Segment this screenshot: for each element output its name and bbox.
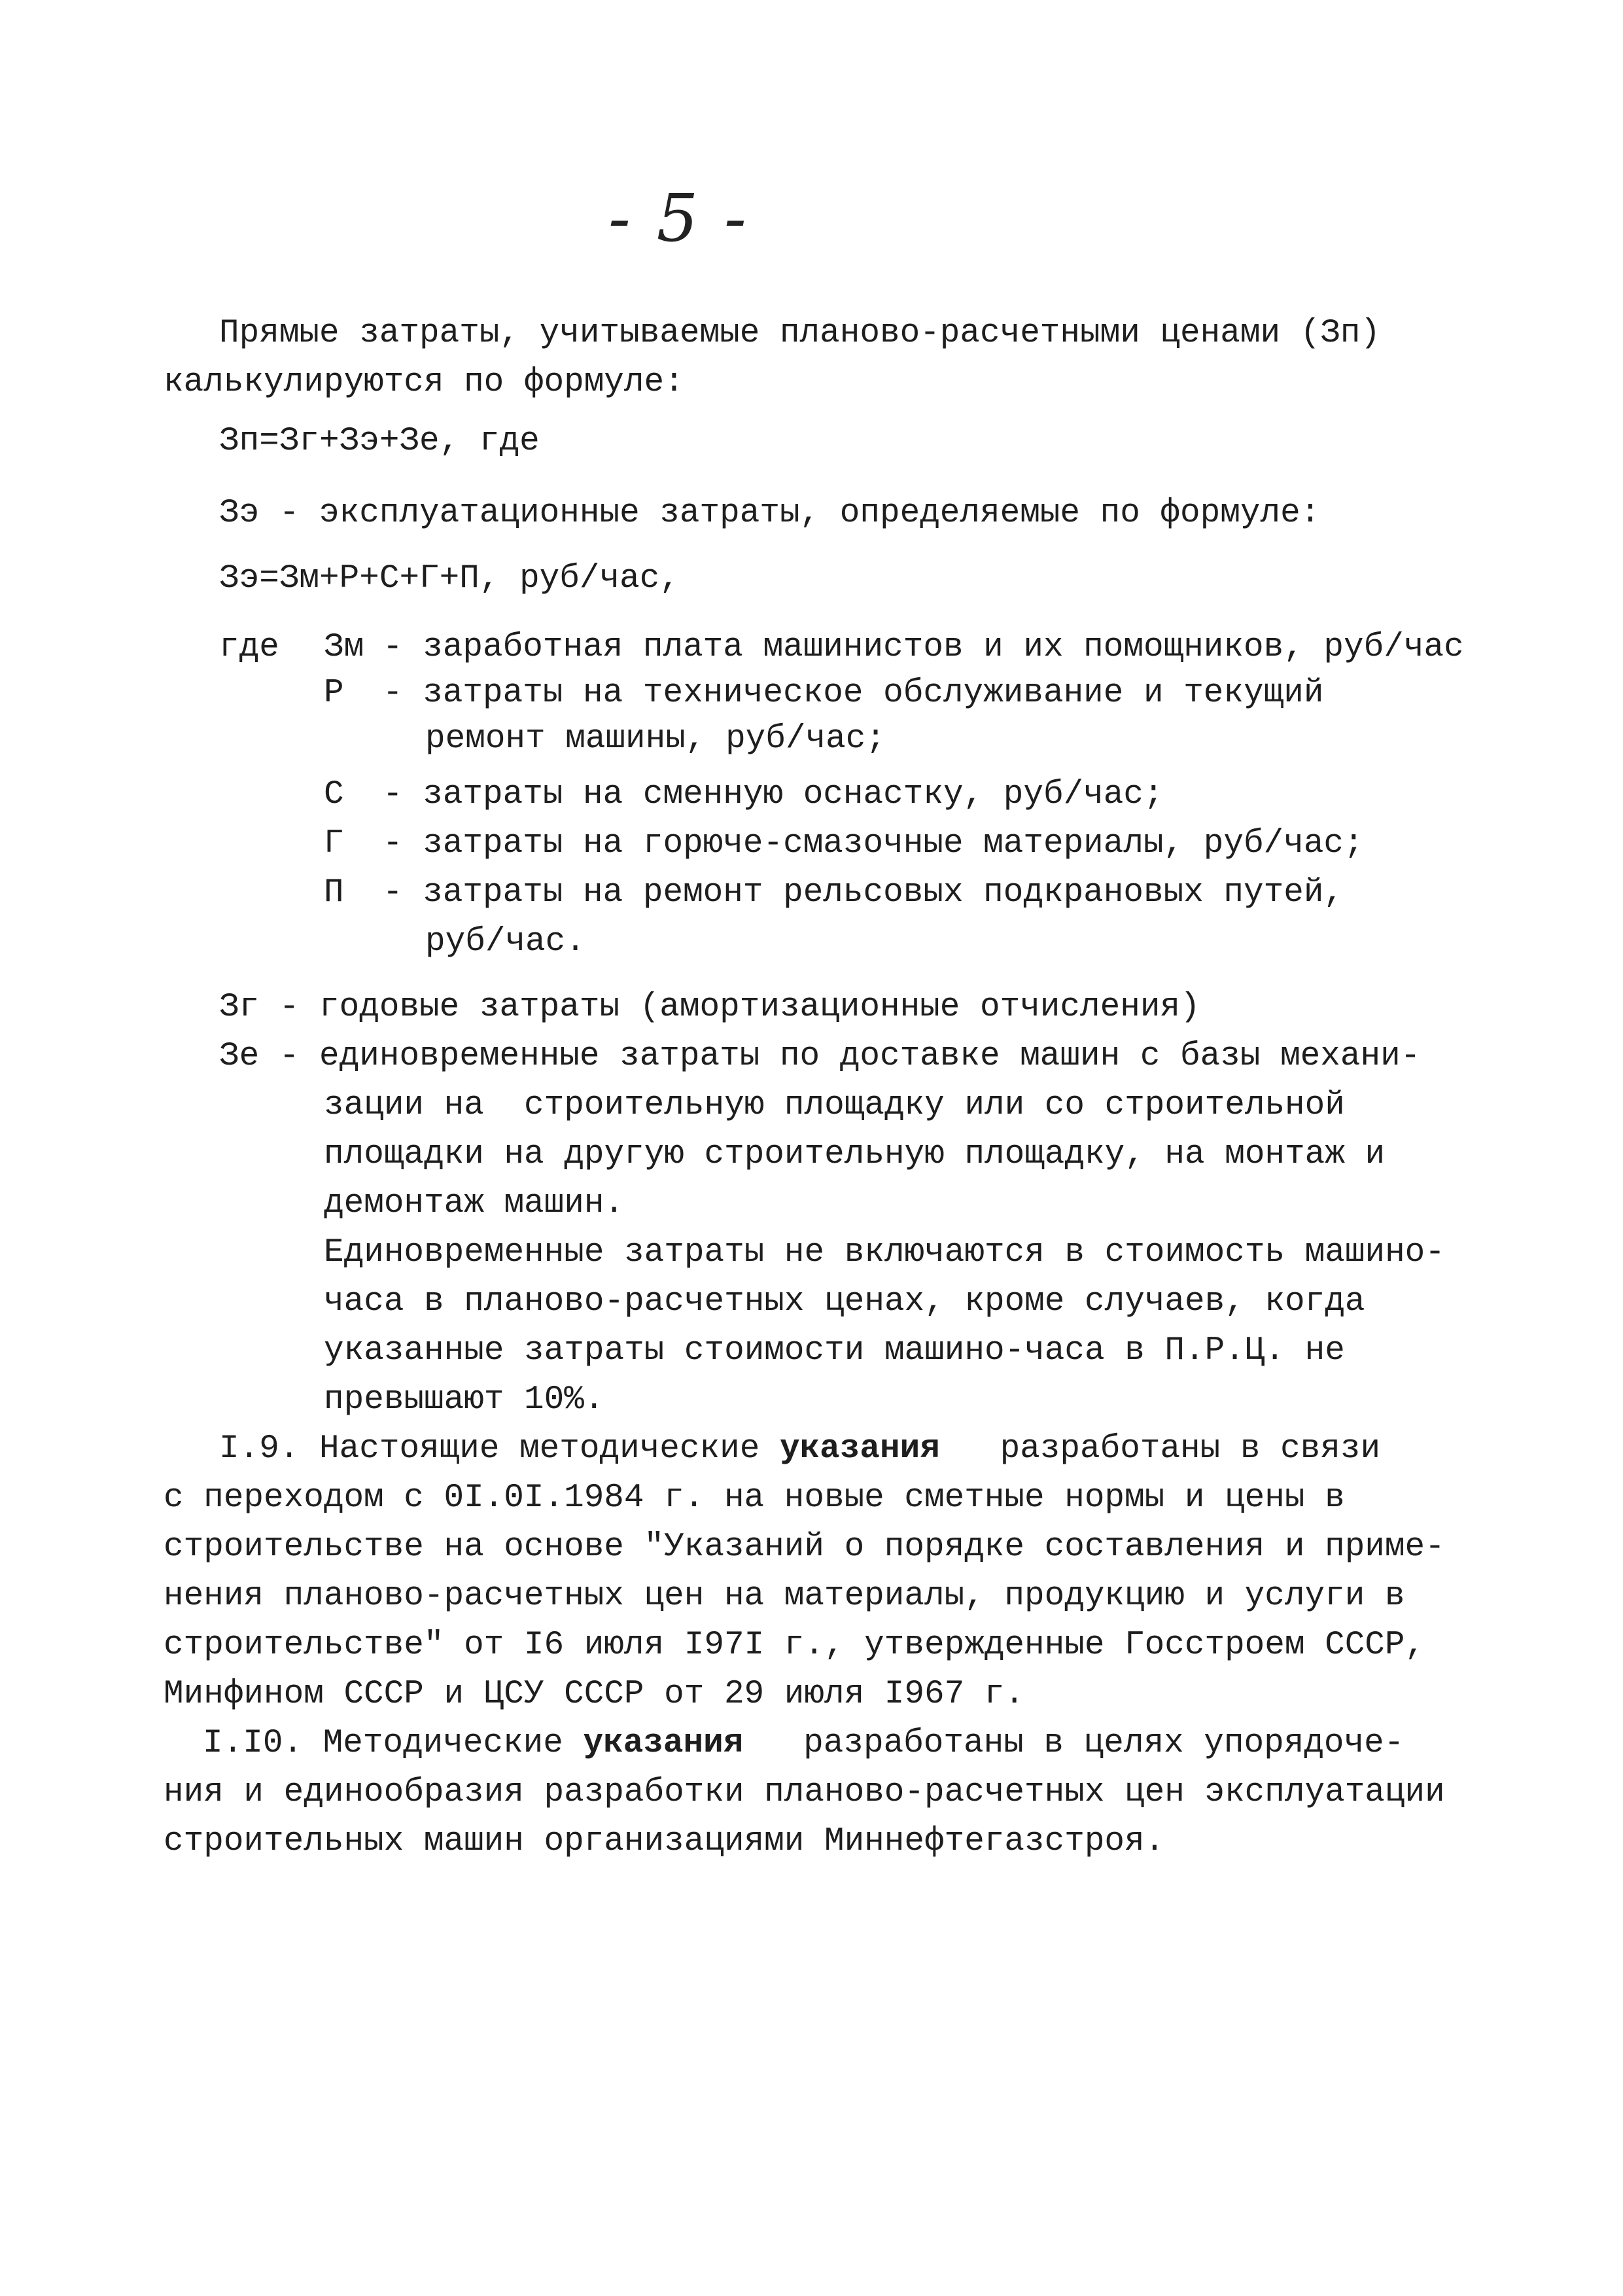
para-1-9-line-5: строительстве" от I6 июля I97I г., утвержденные Госстроем СССР, [164, 1627, 1425, 1664]
legend-where: где [219, 629, 279, 666]
para-1-9-bold: указания [779, 1430, 940, 1468]
legend-c-text: - затраты на сменную оснастку, руб/час; [383, 776, 1164, 813]
formula-zp: Зп=Зг+Зэ+Зе, где [219, 423, 540, 460]
intro-line-1: Прямые затраты, учитываемые планово-расчетными ценами (Зп) [219, 315, 1381, 352]
legend-zm-symbol: Зм [324, 629, 364, 666]
para-1-10-bold: указания [583, 1725, 744, 1762]
zed-definition-7: указанные затраты стоимости машино-часа в П.Р.Ц. не [324, 1332, 1345, 1369]
para-1-9-line-4: нения планово-расчетных цен на материалы, продукцию и услуги в [164, 1578, 1405, 1615]
zed-definition-5: Единовременные затраты не включаются в стоимость машино- [324, 1234, 1445, 1271]
para-1-9-line-1 [219, 1430, 1380, 1469]
legend-p-text-2: руб/час. [425, 923, 585, 961]
zed-definition-1: Зе - единовременные затраты по доставке машин с базы механи- [219, 1038, 1421, 1075]
para-1-10-line-2: ния и единообразия разработки планово-расчетных цен эксплуатации [164, 1774, 1445, 1811]
ze-definition: Зэ - эксплуатационные затраты, определяемые по формуле: [219, 495, 1321, 532]
para-1-10-lead: I.I0. Методические [203, 1725, 584, 1762]
para-1-9-line-3: строительстве на основе "Указаний о порядке составления и приме- [164, 1528, 1445, 1566]
para-1-9-tail: разработаны в связи [939, 1430, 1381, 1468]
legend-r-text-1: - затраты на техническое обслуживание и текущий [383, 675, 1324, 712]
legend-r-text-2: ремонт машины, руб/час; [425, 720, 886, 758]
para-1-9-lead: I.9. Настоящие методические [219, 1430, 780, 1468]
page-number: - 5 - [608, 180, 749, 256]
para-1-9-line-6: Минфином СССР и ЦСУ СССР от 29 июля I967 г. [164, 1676, 1025, 1713]
zed-definition-3: площадки на другую строительную площадку, на монтаж и [324, 1136, 1386, 1173]
zed-definition-4: демонтаж машин. [324, 1185, 625, 1222]
formula-ze: Зэ=Зм+Р+С+Г+П, руб/час, [219, 560, 680, 597]
legend-r-symbol: Р [324, 675, 344, 712]
legend-g-symbol: Г [324, 825, 344, 862]
para-1-10-line-3: строительных машин организациями Миннефтегазстроя. [164, 1823, 1165, 1860]
zed-definition-2: зации на строительную площадку или со строительной [324, 1087, 1345, 1124]
para-1-10-line-1 [203, 1724, 1404, 1763]
para-1-9-line-2: с переходом с 0I.0I.1984 г. на новые сметные нормы и цены в [164, 1479, 1345, 1517]
zed-definition-8: превышают 10%. [324, 1381, 604, 1419]
para-1-10-tail: разработаны в целях упорядоче- [743, 1725, 1405, 1762]
zg-definition: Зг - годовые затраты (амортизационные отчисления) [219, 989, 1200, 1026]
legend-c-symbol: С [324, 776, 344, 813]
zed-definition-6: часа в планово-расчетных ценах, кроме случаев, когда [324, 1283, 1365, 1320]
intro-line-2: калькулируются по формуле: [164, 364, 684, 401]
legend-zm-text: - заработная плата машинистов и их помощников, руб/час [383, 629, 1464, 666]
legend-g-text: - затраты на горюче-смазочные материалы, руб/час; [383, 825, 1364, 862]
legend-p-symbol: П [324, 874, 344, 911]
legend-p-text-1: - затраты на ремонт рельсовых подкрановых путей, [383, 874, 1344, 911]
